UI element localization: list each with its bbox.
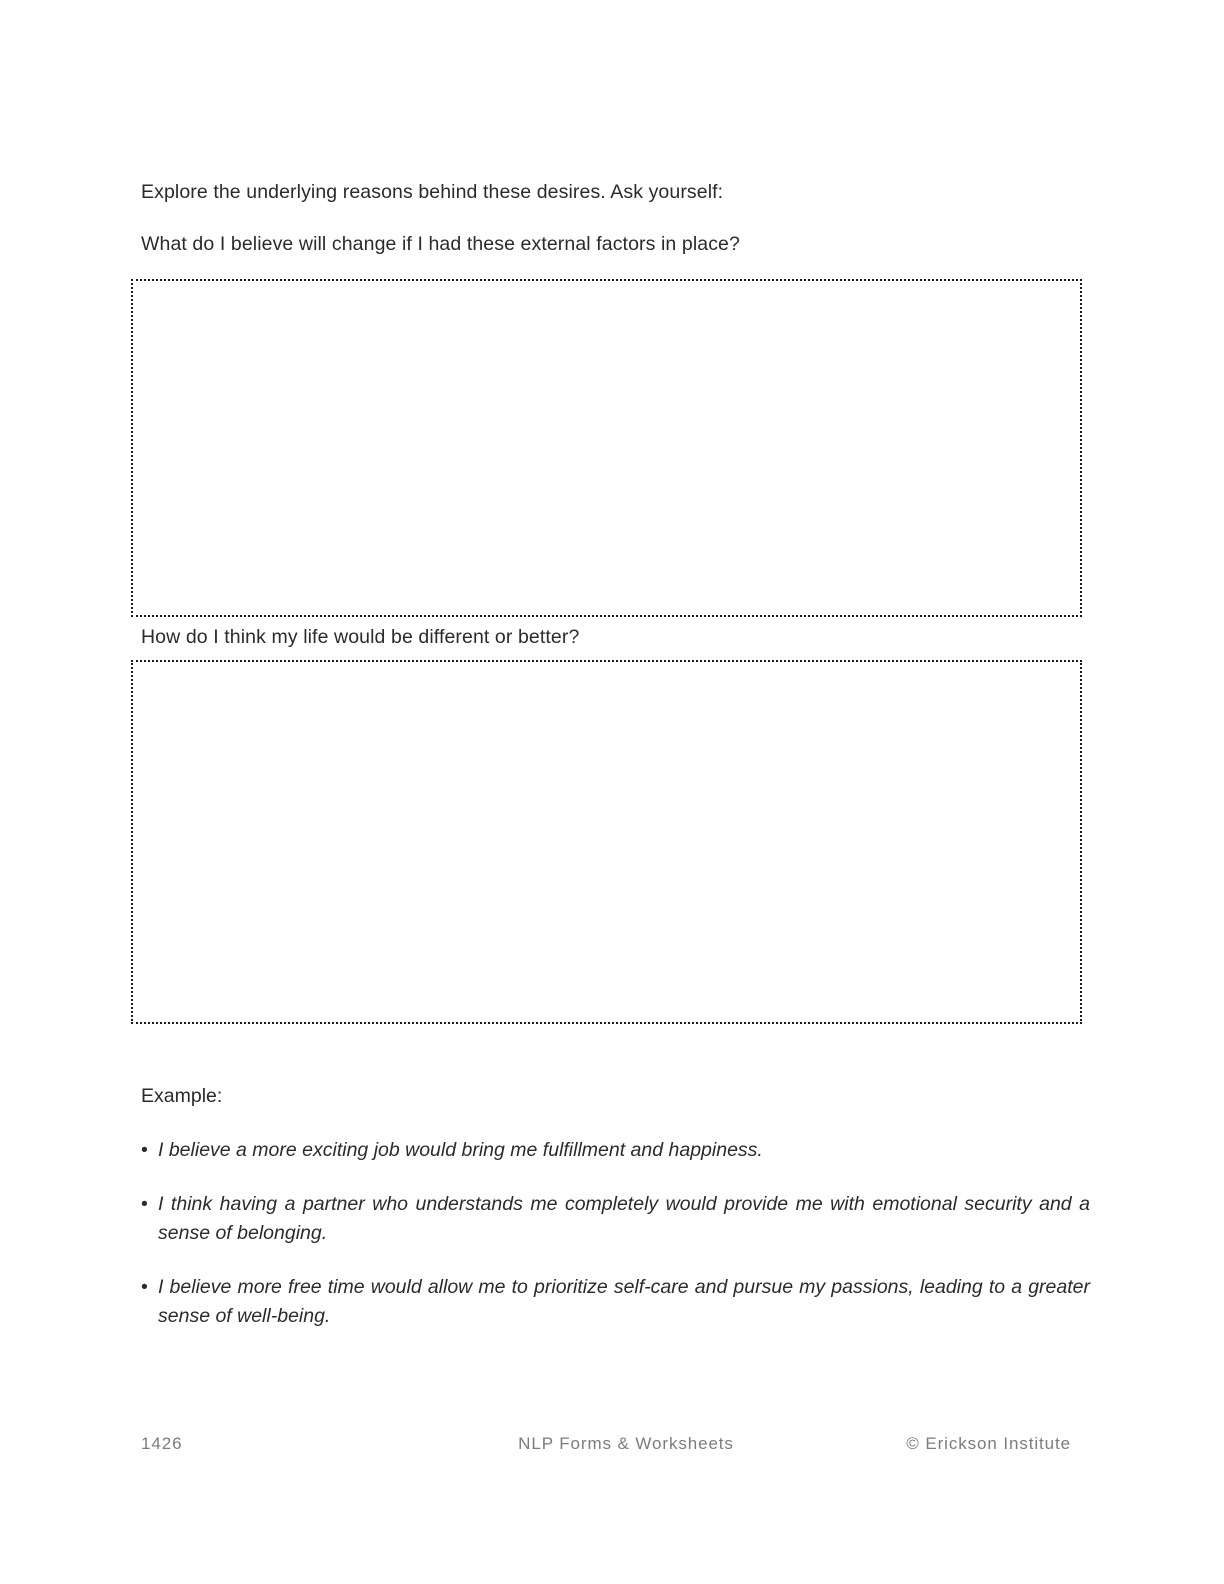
question-one-label: What do I believe will change if I had these external factors in place? <box>141 233 740 255</box>
example-heading: Example: <box>141 1085 223 1107</box>
example-text: I believe more free time would allow me to prioritize self-care and pursue my passions, leading to a greater sense of well-being. <box>158 1276 1090 1327</box>
answer-field-question-one[interactable] <box>131 279 1082 617</box>
list-item <box>141 1136 1090 1165</box>
bullet-icon: • <box>141 1193 148 1215</box>
worksheet-content <box>141 178 1090 1331</box>
footer-title: NLP Forms & Worksheets <box>518 1434 734 1453</box>
list-item <box>141 1190 1090 1248</box>
footer-page-number: 1426 <box>141 1434 183 1453</box>
list-item <box>141 1273 1090 1331</box>
intro-prompt: Explore the underlying reasons behind these desires. Ask yourself: <box>141 181 724 203</box>
example-list <box>141 1136 1090 1331</box>
page-footer <box>141 1434 1071 1454</box>
example-text: I think having a partner who understands me completely would provide me with emotional security and a sense of belonging. <box>158 1193 1090 1244</box>
example-section <box>141 1082 1090 1331</box>
bullet-icon: • <box>141 1276 148 1298</box>
example-text: I believe a more exciting job would bring me fulfillment and happiness. <box>158 1139 763 1161</box>
question-two-label: How do I think my life would be different or better? <box>141 626 580 648</box>
bullet-icon: • <box>141 1139 148 1161</box>
footer-copyright: © Erickson Institute <box>906 1434 1071 1453</box>
answer-field-question-two[interactable] <box>131 660 1082 1024</box>
